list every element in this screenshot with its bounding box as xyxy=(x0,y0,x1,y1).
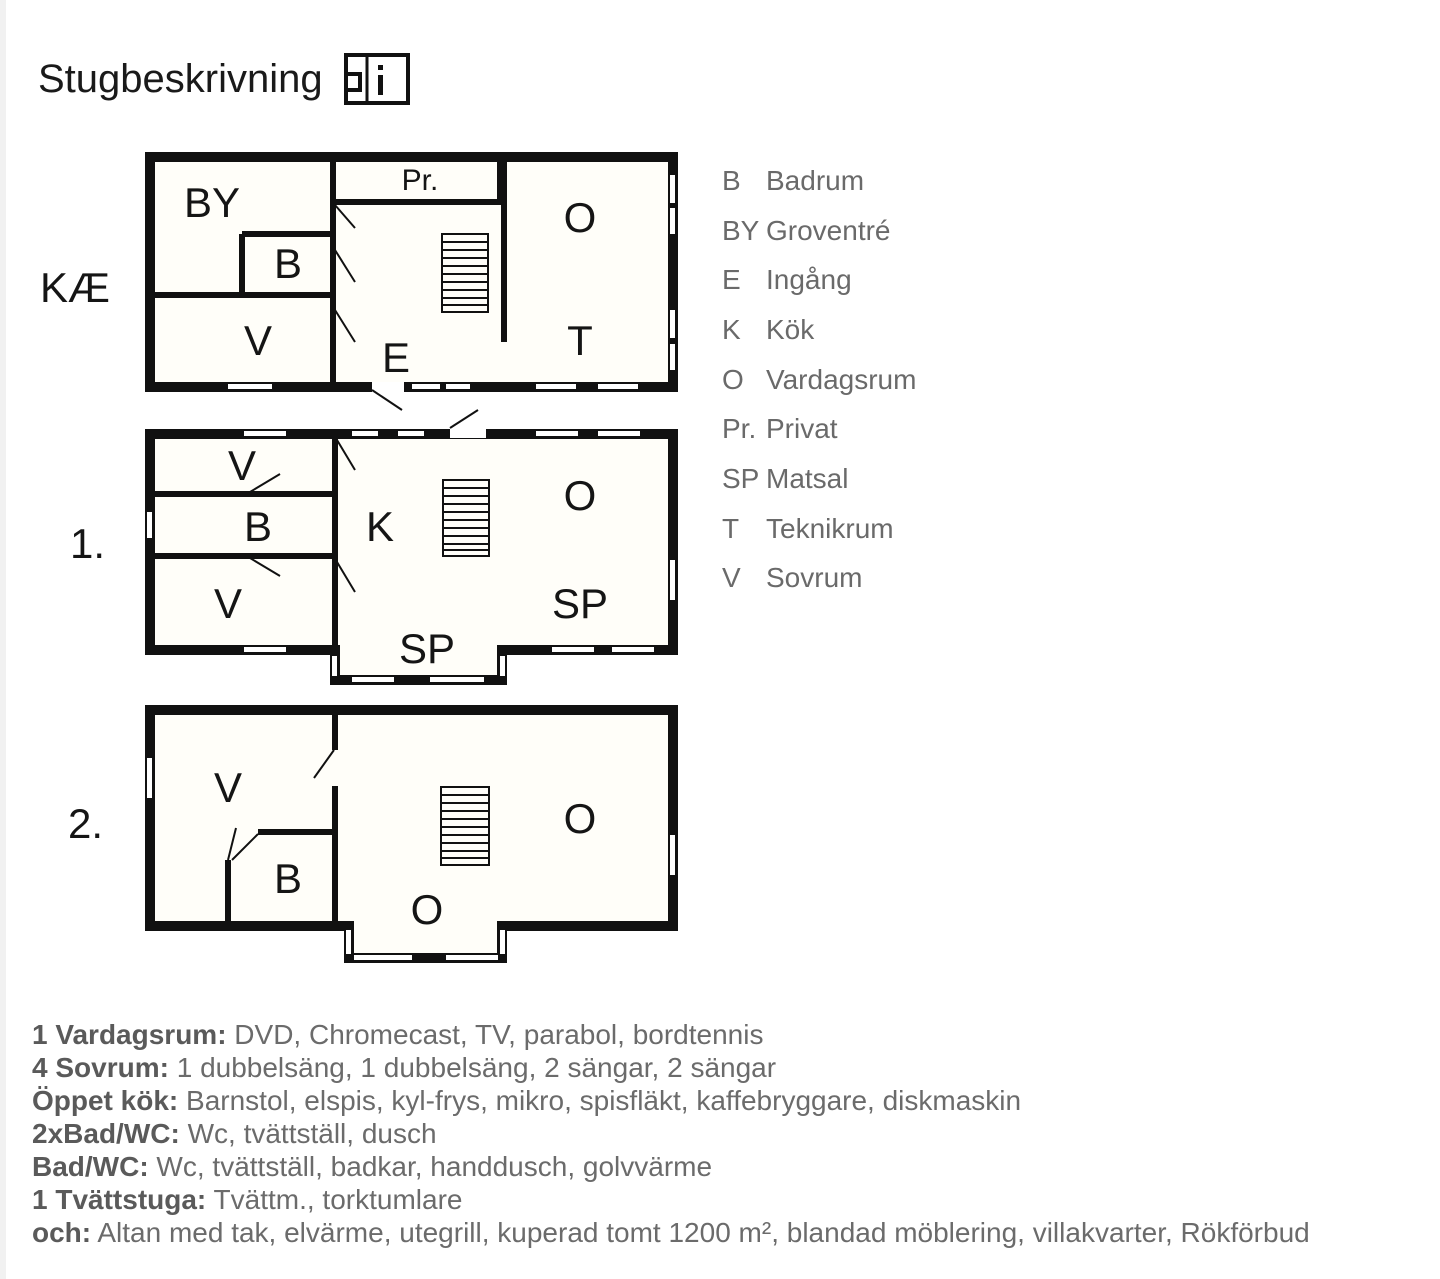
level-label-basement: KÆ xyxy=(40,264,111,311)
description-line xyxy=(32,1150,1412,1183)
page-title: Stugbeskrivning xyxy=(38,56,323,101)
legend-name: Sovrum xyxy=(766,562,863,594)
description-label: och: xyxy=(32,1217,92,1248)
room-label: SP xyxy=(551,580,609,627)
legend-code: B xyxy=(722,164,741,196)
level-label-1: 1. xyxy=(70,520,106,567)
description-line xyxy=(32,1117,1412,1150)
legend-code: BY xyxy=(722,214,760,246)
legend-name: Kök xyxy=(766,313,815,345)
room-label: E xyxy=(381,334,411,381)
legend-name: Vardagsrum xyxy=(766,363,917,395)
legend-item xyxy=(722,255,916,305)
legend-code: O xyxy=(722,363,744,395)
room-label: SP xyxy=(398,625,456,672)
room-label: O xyxy=(410,886,444,933)
description-text: Barnstol, elspis, kyl-frys, mikro, spisfläkt, kaffebryggare, diskmaskin xyxy=(178,1085,1022,1116)
description-line xyxy=(32,1051,1412,1084)
description-text: Tvättm., torktumlare xyxy=(206,1184,463,1215)
legend-item xyxy=(722,404,916,454)
description-text: Wc, tvättställ, badkar, handdusch, golvvärme xyxy=(148,1151,713,1182)
room-label: Pr. xyxy=(401,164,439,197)
description-label: 2xBad/WC: xyxy=(32,1118,180,1149)
description-line xyxy=(32,1216,1412,1249)
room-label: V xyxy=(213,764,243,811)
cottage-description xyxy=(32,1018,1412,1249)
legend-code: SP xyxy=(722,462,760,494)
legend-item xyxy=(722,305,916,355)
level-label-2: 2. xyxy=(68,800,104,847)
room-label: V xyxy=(213,580,243,627)
room-label: B xyxy=(273,240,303,287)
description-text: DVD, Chromecast, TV, parabol, bordtennis xyxy=(226,1019,764,1050)
legend-item xyxy=(722,355,916,405)
description-line xyxy=(32,1084,1412,1117)
room-label: V xyxy=(243,317,273,364)
description-label: Öppet kök: xyxy=(32,1085,179,1116)
legend-item xyxy=(722,206,916,256)
description-label: 1 Tvättstuga: xyxy=(32,1184,207,1215)
legend-item xyxy=(722,504,916,554)
legend-name: Groventré xyxy=(766,214,891,246)
legend-name: Ingång xyxy=(766,264,852,296)
description-text: 1 dubbelsäng, 1 dubbelsäng, 2 sängar, 2 sängar xyxy=(168,1052,777,1083)
description-label: 1 Vardagsrum: xyxy=(32,1019,227,1050)
description-line xyxy=(32,1018,1412,1051)
description-line xyxy=(32,1183,1412,1216)
legend-name: Teknikrum xyxy=(766,512,894,544)
description-text: Altan med tak, elvärme, utegrill, kuperad tomt 1200 m², blandad möblering, villakvarter, Rökförbud xyxy=(91,1217,1310,1248)
legend-code: T xyxy=(722,512,740,544)
legend-name: Privat xyxy=(766,413,838,445)
room-label: O xyxy=(563,472,597,519)
legend-code: E xyxy=(722,264,741,296)
room-label: K xyxy=(365,503,395,550)
room-label: T xyxy=(567,317,593,364)
room-label: B xyxy=(273,855,303,902)
room-label: O xyxy=(563,194,597,241)
room-legend xyxy=(722,156,916,603)
description-label: 4 Sovrum: xyxy=(32,1052,169,1083)
room-label: BY xyxy=(183,179,241,226)
legend-item xyxy=(722,454,916,504)
legend-code: Pr. xyxy=(722,413,757,445)
description-label: Bad/WC: xyxy=(32,1151,149,1182)
legend-code: K xyxy=(722,313,741,345)
legend-name: Badrum xyxy=(766,164,865,196)
room-label: O xyxy=(563,795,597,842)
legend-item xyxy=(722,554,916,604)
description-text: Wc, tvättställ, dusch xyxy=(179,1118,437,1149)
legend-name: Matsal xyxy=(766,462,849,494)
legend-item xyxy=(722,156,916,206)
room-label: B xyxy=(243,503,273,550)
legend-code: V xyxy=(722,562,741,594)
room-label: V xyxy=(227,442,257,489)
